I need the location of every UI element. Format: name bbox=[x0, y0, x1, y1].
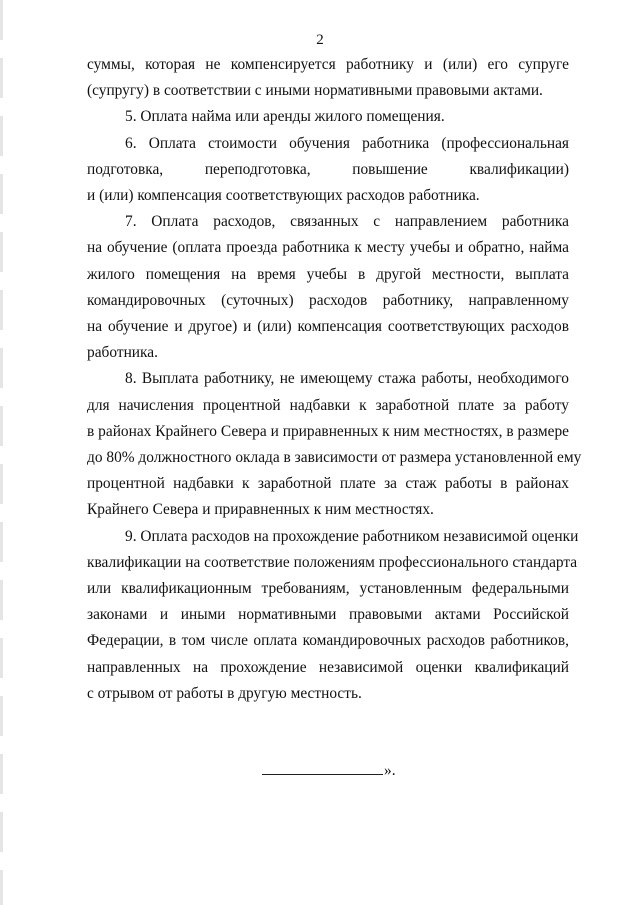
paragraph-item-7 bbox=[87, 209, 569, 366]
closing-underline bbox=[262, 762, 383, 775]
text-line: с отрывом от работы в другую местность. bbox=[87, 684, 362, 702]
text-line: работника. bbox=[87, 344, 158, 362]
text-line: процентной надбавки к заработной плате за стаж работы в районах bbox=[87, 475, 569, 493]
paragraph-item-9 bbox=[87, 524, 579, 707]
paragraph-item-5 bbox=[87, 104, 569, 130]
document-body bbox=[87, 52, 582, 707]
paragraph-item-8 bbox=[87, 366, 582, 523]
text-line: 5. Оплата найма или аренды жилого помещения. bbox=[125, 108, 445, 126]
text-line: подготовка, переподготовка, повышение квалификации) bbox=[87, 160, 569, 178]
closing-line bbox=[262, 762, 396, 780]
text-line: (супругу) в соответствии с иными нормативными правовыми актами. bbox=[87, 82, 543, 100]
scan-edge-mark bbox=[0, 0, 3, 905]
text-line: законами и иными нормативными правовыми актами Российской bbox=[87, 606, 569, 624]
text-line: квалификации на соответствие положениям профессионального стандарта bbox=[87, 553, 578, 571]
text-line: для начисления процентной надбавки к заработной плате за работу bbox=[87, 396, 569, 414]
paragraph-continuation bbox=[87, 52, 569, 104]
text-line: суммы, которая не компенсируется работнику и (или) его супруге bbox=[87, 56, 569, 73]
text-line: Крайнего Севера и приравненных к ним местностях. bbox=[87, 501, 434, 519]
text-line: направленных на прохождение независимой оценки квалификаций bbox=[87, 658, 569, 676]
text-line: 8. Выплата работнику, не имеющему стажа работы, необходимого bbox=[125, 370, 569, 388]
paragraph-item-6 bbox=[87, 131, 569, 210]
text-line: в районах Крайнего Севера и приравненных к ним местностях, в размере bbox=[87, 422, 569, 440]
text-line: и (или) компенсация соответствующих расходов работника. bbox=[87, 187, 480, 205]
closing-quote-mark: ». bbox=[384, 762, 396, 779]
text-line: на обучение и другое) и (или) компенсация соответствующих расходов bbox=[87, 318, 569, 336]
text-line: до 80% должностного оклада в зависимости от размера установленной ему bbox=[87, 449, 582, 467]
text-line: 7. Оплата расходов, связанных с направлением работника bbox=[125, 213, 569, 231]
text-line: или квалификационным требованиям, установленным федеральными bbox=[87, 580, 569, 598]
text-line: на обучение (оплата проезда работника к месту учебы и обратно, найма bbox=[87, 239, 569, 257]
page-number: 2 bbox=[316, 32, 324, 48]
text-line: Федерации, в том числе оплата командировочных расходов работников, bbox=[87, 632, 569, 650]
text-line: жилого помещения на время учебы в другой местности, выплата bbox=[87, 265, 569, 283]
text-line: 6. Оплата стоимости обучения работника (профессиональная bbox=[125, 134, 569, 152]
text-line: 9. Оплата расходов на прохождение работником независимой оценки bbox=[125, 527, 579, 545]
text-line: командировочных (суточных) расходов работнику, направленному bbox=[87, 291, 569, 309]
